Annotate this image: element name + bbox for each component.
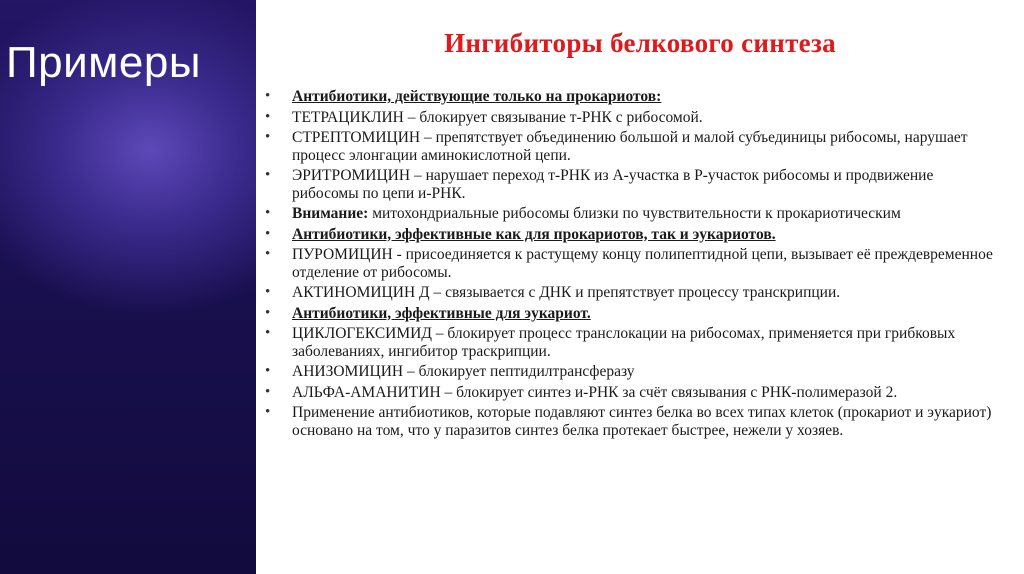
item-text: СТРЕПТОМИЦИН – препятствует объединению большой и малой субъединицы рибосомы, нарушает процесс элонгации аминокислотной цепи.: [292, 129, 968, 164]
bullet-icon: •: [265, 284, 271, 300]
list-item: [256, 404, 996, 439]
bullet-icon: •: [265, 225, 271, 242]
bullet-icon: •: [265, 304, 271, 321]
document-area: [256, 0, 1024, 574]
list-item: [256, 246, 996, 281]
section-heading-item: [256, 305, 996, 323]
item-text: митохондриальные рибосомы близки по чувствительности к прокариотическим: [368, 205, 901, 222]
bullet-list: [256, 88, 996, 442]
slide-heading: Примеры: [6, 38, 201, 87]
item-text: Антибиотики, эффективные как для прокариотов, так и эукариотов.: [292, 225, 776, 243]
list-item: [256, 129, 996, 164]
bullet-icon: •: [265, 404, 271, 420]
item-text: Антибиотики, действующие только на прокариотов:: [292, 88, 662, 105]
item-text: АЛЬФА-АМАНИТИН – блокирует синтез и-РНК за счёт связывания с РНК-полимеразой 2.: [292, 383, 898, 401]
bullet-icon: •: [265, 167, 271, 183]
list-item: [256, 325, 996, 360]
item-text: АКТИНОМИЦИН Д – связывается с ДНК и препятствует процессу транскрипции.: [292, 284, 841, 301]
list-item: [256, 167, 996, 202]
document-title: Ингибиторы белкового синтеза: [444, 28, 836, 58]
bullet-icon: •: [265, 246, 271, 262]
note-item: [256, 205, 996, 223]
item-text: ПУРОМИЦИН - присоединяется к растущему концу полипептидной цепи, вызывает её преждевременное отделение от рибосомы.: [292, 246, 993, 281]
item-text: ТЕТРАЦИКЛИН – блокирует связывание т-РНК с рибосомой.: [292, 108, 703, 126]
list-item: [256, 284, 996, 302]
bullet-icon: •: [265, 325, 271, 341]
bullet-icon: •: [265, 129, 271, 145]
note-label: Внимание:: [292, 205, 369, 222]
bullet-icon: •: [265, 383, 271, 400]
section-heading-item: [256, 88, 996, 106]
item-text: АНИЗОМИЦИН – блокирует пептидилтрансферазу: [292, 363, 635, 380]
section-heading-item: [256, 226, 996, 244]
item-text: ЭРИТРОМИЦИН – нарушает переход т-РНК из А-участка в Р-участок рибосомы и продвижение рибосомы по цепи и-РНК.: [292, 167, 934, 202]
item-text: Антибиотики, эффективные для эукариот.: [292, 304, 591, 322]
bullet-icon: •: [265, 108, 271, 125]
item-text: ЦИКЛОГЕКСИМИД – блокирует процесс транслокации на рибосомах, применяется при грибковых заболеваниях, ингибитор траскрипции.: [292, 325, 956, 360]
list-item: [256, 384, 996, 402]
bullet-icon: •: [265, 205, 271, 221]
item-text: Применение антибиотиков, которые подавляют синтез белка во всех типах клеток (прокариот и эукариот) основано на том, что у паразитов синтез белка протекает быстрее, нежели у хозяев.: [292, 404, 992, 439]
bullet-icon: •: [265, 88, 271, 104]
left-panel: [0, 0, 256, 574]
list-item: [256, 363, 996, 381]
bullet-icon: •: [265, 363, 271, 379]
list-item: [256, 109, 996, 127]
